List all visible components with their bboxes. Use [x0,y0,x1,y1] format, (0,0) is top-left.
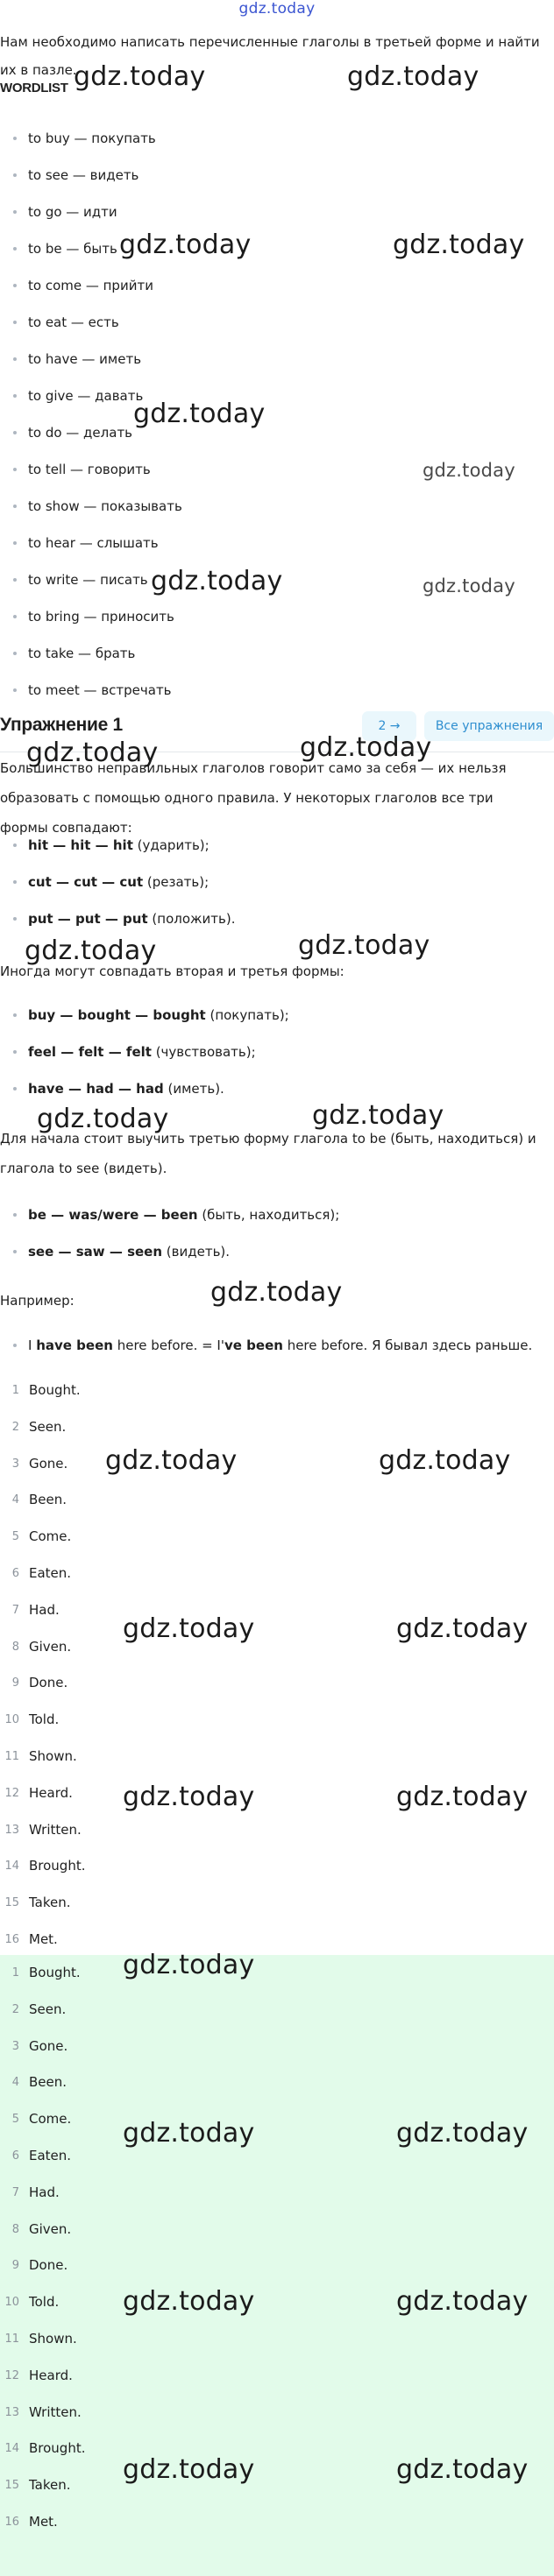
wordlist-item: to bring — приносить [0,598,554,635]
watermark: gdz.today [123,1613,255,1644]
answer-text: Told. [29,1711,60,1728]
rule-list-second-third [0,997,554,1107]
answer-row [0,2212,554,2248]
verb-gloss: (положить). [147,911,236,927]
verb-gloss: (быть, находиться); [197,1207,340,1223]
answer-number: 1 [11,1384,19,1397]
answer-text: Come. [29,1528,72,1545]
wordlist-item: to buy — покупать [0,120,554,157]
answer-number: 13 [4,1823,19,1837]
wordlist-item: to hear — слышать [0,525,554,561]
watermark: gdz.today [347,61,479,92]
verb-forms: hit — hit — hit [28,837,133,853]
answer-text: Done. [29,2257,68,2274]
answer-row [0,1556,554,1592]
answer-row [0,2504,554,2541]
answer-number: 14 [4,2442,19,2456]
wordlist-item: to write — писать [0,561,554,598]
watermark: gdz.today [379,1445,511,1476]
wordlist [0,120,554,709]
verb-gloss: (иметь). [163,1081,224,1097]
answer-row [0,1665,554,1702]
watermark: gdz.today [396,2286,529,2317]
watermark: gdz.today [396,2454,529,2485]
watermark: gdz.today [119,229,252,260]
watermark: gdz.today [123,2118,255,2149]
answer-row [0,1922,554,1958]
watermark: gdz.today [151,566,283,596]
answer-text: Done. [29,1675,68,1691]
answer-number: 10 [4,2296,19,2310]
verb-gloss: (покупать); [205,1007,289,1023]
watermark: gdz.today [298,930,430,961]
site-logo[interactable]: gdz.today [238,0,316,18]
verb-gloss: (чувствовать); [151,1044,256,1060]
verb-forms: put — put — put [28,911,148,927]
answer-text: Gone. [29,1455,68,1471]
answer-text: Come. [29,2111,72,2128]
answer-text: Brought. [29,2440,86,2457]
theory-paragraph: Для начала стоит выучить третью форму глагола to be (быть, находиться) и глагола to see (видеть). [0,1131,536,1176]
answer-number: 2 [11,1420,19,1434]
watermark: gdz.today [300,732,432,763]
answer-number: 15 [4,1896,19,1910]
answer-row [0,2175,554,2212]
intro-text: Нам необходимо написать перечисленные глаголы в третьей форме и найти их в пазле. [0,34,540,78]
answer-number: 4 [11,2076,19,2090]
watermark: gdz.today [123,2286,255,2317]
watermark: gdz.today [423,575,515,596]
answer-row [0,1739,554,1775]
answer-number: 6 [11,1566,19,1580]
verb-forms: be — was/were — been [28,1207,198,1223]
answer-text: Had. [29,1601,60,1618]
answer-number: 11 [4,2332,19,2346]
answer-text: Shown. [29,1747,77,1764]
verb-forms: buy — bought — bought [28,1007,206,1023]
wordlist-title: WORDLIST [0,81,68,95]
watermark: gdz.today [312,1100,444,1131]
wordlist-item: to take — брать [0,635,554,672]
verb-forms: see — saw — seen [28,1244,163,1260]
answer-row [0,2029,554,2065]
wordlist-item: to do — делать [0,414,554,451]
watermark: gdz.today [26,738,159,768]
answer-number: 10 [4,1713,19,1727]
next-exercise-button[interactable]: 2 → [362,711,416,741]
answer-number: 1 [11,1966,19,1980]
rule-list-be-see [0,1196,554,1270]
watermark: gdz.today [123,2454,255,2485]
wordlist-item: to meet — встречать [0,672,554,709]
answer-number: 16 [4,2515,19,2529]
answer-text: Met. [29,1930,58,1947]
answer-number: 5 [11,1530,19,1544]
answer-text: Bought. [29,1382,81,1398]
answer-number: 8 [11,1640,19,1654]
rule-item [0,1233,554,1270]
answer-row [0,1702,554,1739]
answer-text: Shown. [29,2330,77,2347]
answer-row [0,1885,554,1922]
theory-paragraph: Иногда могут совпадать вторая и третья формы: [0,963,344,979]
answer-row [0,2358,554,2395]
wordlist-item: to give — давать [0,378,554,414]
answer-text: Heard. [29,1784,73,1801]
example-list [0,1327,554,1364]
verb-gloss: (видеть). [162,1244,231,1260]
answer-text: Written. [29,2403,82,2420]
example-sentence: I have been here before. = I've been here before. Я бывал здесь раньше. [0,1327,554,1364]
answer-text: Eaten. [29,1564,72,1581]
answer-text: Seen. [29,1418,67,1435]
example-label: Например: [0,1293,75,1309]
answer-text: Written. [29,1821,82,1838]
answer-number: 11 [4,1749,19,1763]
watermark: gdz.today [25,935,157,966]
verb-forms: cut — cut — cut [28,874,144,890]
answer-text: Eaten. [29,2147,72,2163]
rule-item [0,827,554,864]
answer-number: 14 [4,1860,19,1874]
answer-row [0,1482,554,1519]
watermark: gdz.today [396,2118,529,2149]
rule-item [0,1034,554,1070]
verb-gloss: (ударить); [132,837,210,853]
exercise-title: Упражнение 1 [0,715,123,735]
answer-text: Bought. [29,1965,81,1980]
answer-number: 12 [4,1786,19,1800]
answer-text: Heard. [29,2367,73,2383]
answer-row [0,1409,554,1446]
rule-list-same-forms [0,827,554,937]
answer-row [0,1955,554,1992]
answer-text: Given. [29,1638,72,1655]
answer-row [0,1848,554,1885]
answer-number: 13 [4,2405,19,2419]
watermark: gdz.today [396,1613,529,1644]
answer-row [0,1373,554,1409]
wordlist-item: to see — видеть [0,157,554,194]
watermark: gdz.today [133,399,266,429]
answer-text: Been. [29,1492,67,1508]
rule-item [0,900,554,937]
verb-gloss: (резать); [143,874,210,890]
answer-row [0,1519,554,1556]
wordlist-item: to be — быть [0,230,554,267]
watermark: gdz.today [123,1782,255,1812]
answer-number: 5 [11,2113,19,2127]
answer-number: 7 [11,2185,19,2199]
watermark: gdz.today [105,1445,238,1476]
watermark: gdz.today [393,229,525,260]
theory-paragraph: Большинство неправильных глаголов говорит само за себя — их нельзя образовать с помощью одного правила. У некоторых глаголов все три формы совпадают: [0,760,507,836]
answer-number: 16 [4,1932,19,1946]
answer-number: 12 [4,2368,19,2382]
answer-text: Met. [29,2513,58,2530]
answer-number: 3 [11,2039,19,2053]
answer-number: 2 [11,2002,19,2016]
answer-row [0,2064,554,2101]
rule-item [0,1070,554,1107]
answer-text: Seen. [29,2001,67,2017]
answer-text: Given. [29,2220,72,2237]
watermark: gdz.today [423,460,515,481]
answer-row [0,1992,554,2029]
wordlist-item: to have — иметь [0,341,554,378]
rule-item [0,997,554,1034]
wordlist-item: to eat — есть [0,304,554,341]
answer-number: 6 [11,2149,19,2163]
watermark: gdz.today [396,1782,529,1812]
answer-number: 4 [11,1493,19,1507]
answer-number: 8 [11,2222,19,2236]
answer-number: 7 [11,1603,19,1617]
answer-row [0,2321,554,2358]
rule-item [0,1196,554,1233]
all-exercises-button[interactable]: Все упражнения [424,711,554,741]
wordlist-item: to tell — говорить [0,451,554,488]
watermark: gdz.today [210,1277,343,1308]
verb-forms: have — had — had [28,1081,164,1097]
wordlist-item: to go — идти [0,194,554,230]
answer-text: Told. [29,2294,60,2311]
wordlist-item: to come — прийти [0,267,554,304]
answer-text: Taken. [29,2477,71,2494]
rule-item [0,864,554,900]
answer-number: 9 [11,2259,19,2273]
watermark: gdz.today [123,1950,255,1980]
answer-row [0,1812,554,1849]
answer-text: Taken. [29,1895,71,1911]
verb-forms: feel — felt — felt [28,1044,152,1060]
answer-text: Brought. [29,1858,86,1874]
watermark: gdz.today [74,61,206,92]
watermark: gdz.today [37,1104,169,1134]
answer-number: 15 [4,2479,19,2493]
answer-text: Gone. [29,2037,68,2054]
answer-number: 3 [11,1457,19,1471]
answer-row [0,2248,554,2284]
answer-number: 9 [11,1676,19,1690]
answer-text: Had. [29,2184,60,2200]
answer-row [0,2395,554,2431]
answer-text: Been. [29,2074,67,2091]
wordlist-item: to show — показывать [0,488,554,525]
